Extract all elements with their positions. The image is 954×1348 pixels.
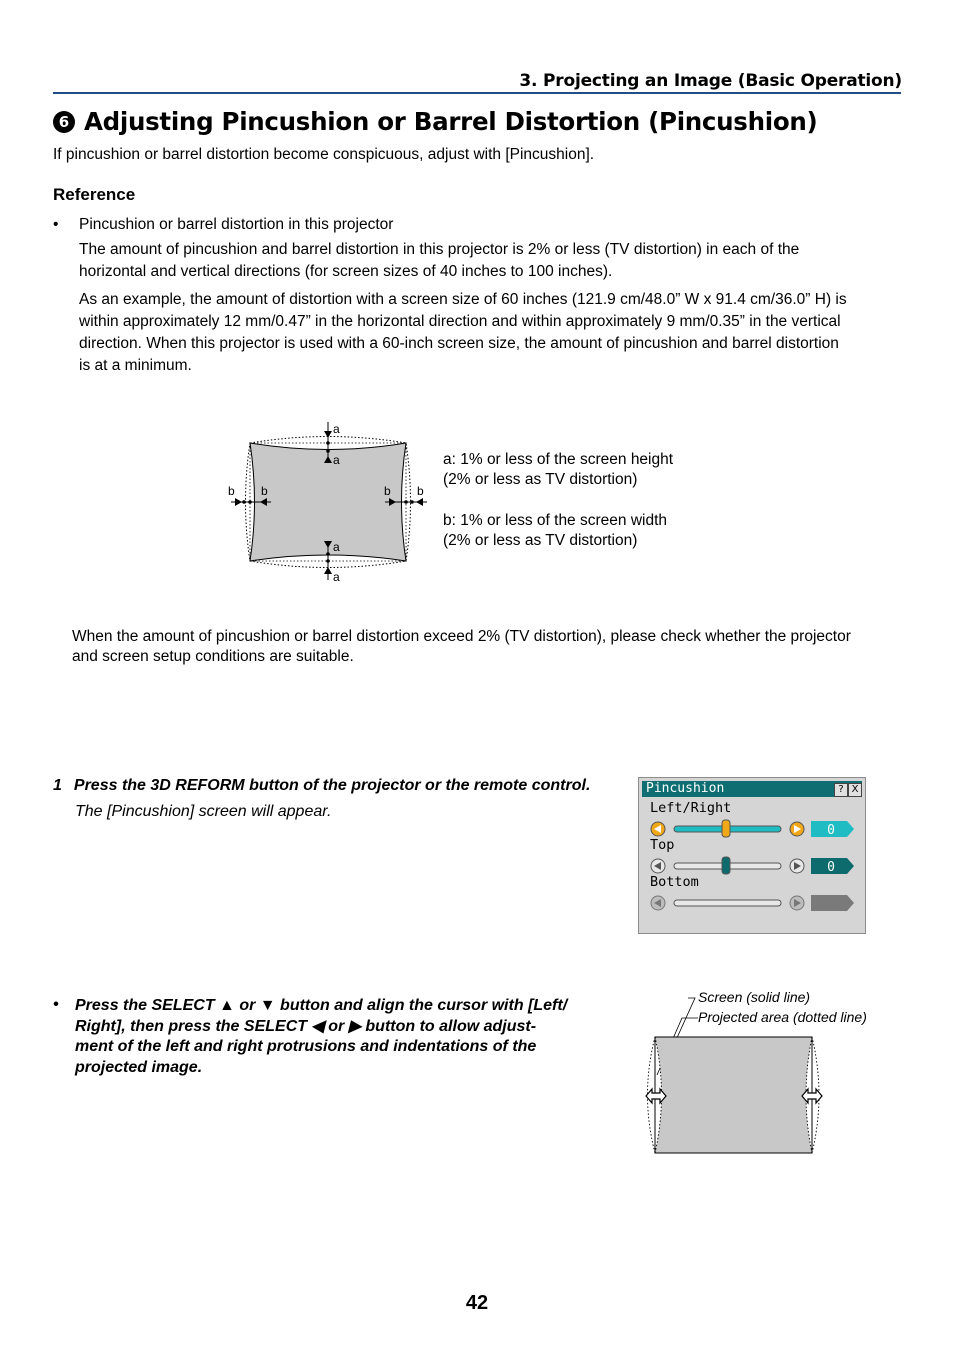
para1-line: horizontal and vertical directions (for screen sizes of 40 inches to 100 inches). bbox=[79, 263, 613, 280]
label-a-top1: a bbox=[333, 422, 340, 436]
top-slider-row[interactable] bbox=[651, 857, 854, 875]
bottom-slider-track bbox=[674, 900, 781, 906]
para2-line: direction. When this projector is used with a 60-inch screen size, the amount of pincushion and barrel distortion bbox=[79, 335, 839, 352]
para2-line: within approximately 12 mm/0.47” in the horizontal direction and within approximately 9 mm/0.35” in the vertical bbox=[79, 313, 841, 330]
caption-projected: Projected area (dotted line) bbox=[698, 1009, 867, 1025]
step-number: 1 bbox=[53, 777, 62, 794]
label-b-left2: b bbox=[261, 484, 268, 498]
para1-line: The amount of pincushion and barrel distortion in this projector is 2% or less (TV distortion) in each of the bbox=[79, 241, 800, 258]
bullet2-line: Press the SELECT ▲ or ▼ button and align the cursor with [Left/ bbox=[75, 997, 568, 1014]
label-a-top2: a bbox=[333, 453, 340, 467]
note-b: b: 1% or less of the screen width bbox=[443, 512, 668, 529]
step-1-result: The [Pincushion] screen will appear. bbox=[75, 803, 332, 820]
intro-text: If pincushion or barrel distortion become conspicuous, adjust with [Pincushion]. bbox=[53, 146, 595, 163]
bullet-2-symbol: • bbox=[53, 996, 59, 1013]
help-button[interactable]: ? bbox=[834, 783, 848, 797]
svg-text:0: 0 bbox=[827, 860, 835, 875]
arrow-left-outer bbox=[235, 498, 242, 506]
note-a: a: 1% or less of the screen height bbox=[443, 451, 674, 468]
label-left-right: Left/Right bbox=[650, 800, 732, 816]
warning-text bbox=[72, 627, 912, 667]
para2-line: is at a minimum. bbox=[79, 357, 192, 374]
bullet2-line: ment of the left and right protrusions and indentations of the bbox=[75, 1038, 537, 1055]
page-number: 42 bbox=[465, 1292, 489, 1314]
label-bottom: Bottom bbox=[650, 874, 699, 890]
label-a-bottom1: a bbox=[333, 540, 340, 554]
pincushion-dialog bbox=[638, 777, 866, 934]
header-rule bbox=[53, 92, 901, 94]
note-a-sub: (2% or less as TV distortion) bbox=[443, 471, 638, 488]
title-number-badge: 6 bbox=[53, 111, 75, 133]
bullet2-line: Right], then press the SELECT ◀ or ▶ button to allow adjust- bbox=[75, 1017, 537, 1035]
arrow-bottom-outer bbox=[324, 567, 332, 574]
projected-image-shape bbox=[655, 1037, 812, 1153]
page-title bbox=[53, 107, 817, 136]
step-1 bbox=[53, 777, 590, 795]
step-text: Press the 3D REFORM button of the projector or the remote control. bbox=[73, 777, 591, 794]
bottom-slider-row[interactable] bbox=[651, 895, 854, 911]
warning-line: When the amount of pincushion or barrel distortion exceed 2% (TV distortion), please check whether the projector bbox=[72, 628, 851, 645]
label-b-right2: b bbox=[417, 484, 424, 498]
section-header: 3. Projecting an Image (Basic Operation) bbox=[519, 71, 902, 91]
label-b-right1: b bbox=[384, 484, 391, 498]
reference-paragraph-1 bbox=[79, 239, 909, 283]
reference-bullet: Pincushion or barrel distortion in this projector bbox=[79, 216, 394, 233]
arrow-right-outer bbox=[416, 498, 423, 506]
bullet-symbol: • bbox=[53, 216, 59, 233]
left-right-slider-thumb bbox=[722, 820, 730, 837]
bullet2-line: projected image. bbox=[75, 1058, 203, 1076]
svg-text:0: 0 bbox=[827, 823, 835, 838]
close-button[interactable]: X bbox=[848, 783, 862, 797]
note-b-sub: (2% or less as TV distortion) bbox=[443, 532, 638, 549]
label-top: Top bbox=[650, 837, 675, 853]
label-a-bottom2: a bbox=[333, 570, 340, 584]
warning-line: and screen setup conditions are suitable. bbox=[72, 648, 354, 665]
left-right-adjust-diagram bbox=[640, 995, 830, 1160]
reference-paragraph-2 bbox=[79, 289, 909, 377]
label-b-left1: b bbox=[228, 484, 235, 498]
diagram-notes bbox=[443, 450, 673, 551]
para2-line: As an example, the amount of distortion with a screen size of 60 inches (121.9 cm/48.0” W x 91.4 cm/36.0” H) is bbox=[79, 291, 847, 308]
distortion-diagram bbox=[225, 418, 435, 588]
title-text: Adjusting Pincushion or Barrel Distortion (Pincushion) bbox=[84, 107, 818, 136]
dialog-title: Pincushion bbox=[646, 781, 725, 796]
bottom-value-box bbox=[811, 895, 854, 911]
caption-screen: Screen (solid line) bbox=[698, 989, 811, 1005]
left-right-slider-row[interactable] bbox=[651, 820, 854, 838]
bullet-2-text bbox=[75, 996, 590, 1078]
reference-heading: Reference bbox=[53, 185, 136, 204]
top-slider-thumb bbox=[722, 857, 730, 874]
